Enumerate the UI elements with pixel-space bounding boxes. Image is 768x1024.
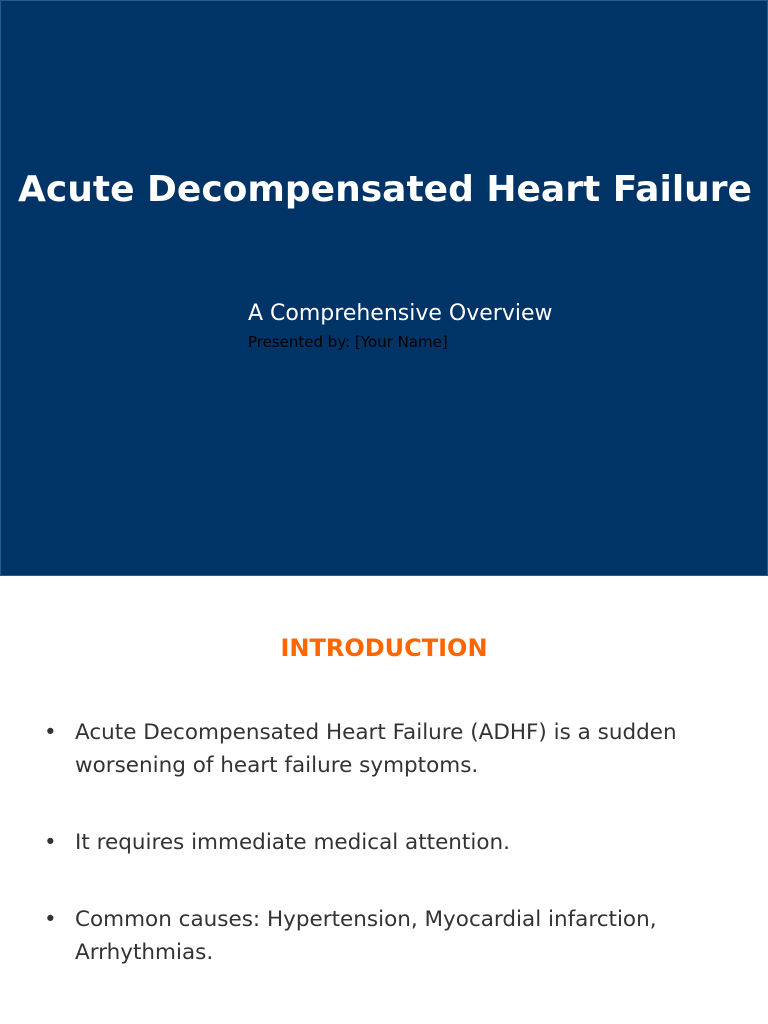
list-item	[40, 716, 720, 782]
bullet-text: It requires immediate medical attention.	[75, 830, 510, 855]
bullet-icon: •	[44, 830, 57, 855]
list-item	[40, 826, 720, 859]
bullet-icon: •	[44, 907, 57, 932]
slide-subtitle: A Comprehensive Overview	[248, 301, 553, 326]
presenter-line: Presented by: [Your Name]	[248, 333, 448, 351]
bullet-text: Common causes: Hypertension, Myocardial infarction, Arrhythmias.	[75, 907, 657, 965]
introduction-heading: INTRODUCTION	[280, 634, 488, 662]
bullet-text: Acute Decompensated Heart Failure (ADHF) is a sudden worsening of heart failure symptoms.	[75, 720, 677, 778]
bullet-icon: •	[44, 720, 57, 745]
list-item	[40, 903, 720, 969]
introduction-slide	[0, 576, 768, 1024]
slide-title: Acute Decompensated Heart Failure	[18, 169, 752, 210]
introduction-bullet-list	[40, 716, 720, 1013]
